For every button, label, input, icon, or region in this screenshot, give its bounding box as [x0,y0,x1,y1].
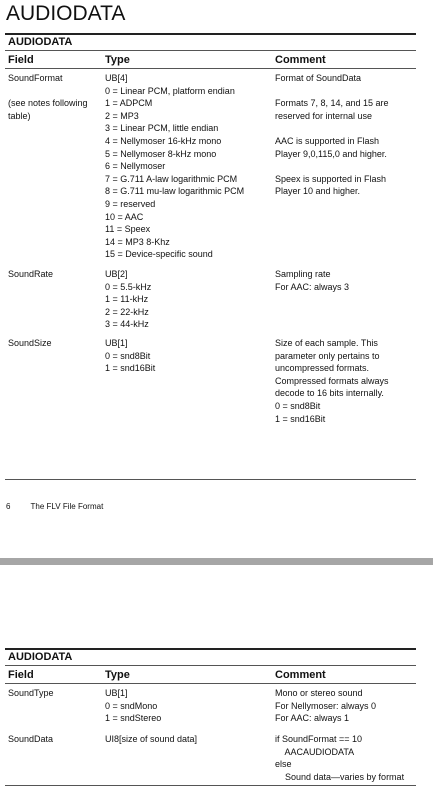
table-caption: AUDIODATA [8,651,73,663]
field-text [8,85,88,98]
type-text: UB[2] [105,269,128,279]
field-text: table) [8,110,31,121]
type-text: UI8[size of sound data] [105,734,198,744]
caption-rule [5,665,416,666]
caption-rule [5,50,416,51]
comment-text: Formats 7, 8, 14, and 15 are [275,98,389,109]
comment-text: Player 10 and higher. [275,186,361,197]
field-cell [8,687,54,700]
field-text: SoundRate [8,269,54,279]
comment-text: uncompressed formats. [275,363,370,374]
type-text: 10 = AAC [105,211,144,222]
header-type: Type [105,669,130,681]
type-text: 0 = sndMono [105,700,158,711]
audiodata-table [5,33,416,479]
header-rule [5,68,416,69]
type-text: 0 = 5.5-kHz [105,281,152,292]
comment-text: AAC is supported in Flash [275,135,380,146]
comment-text: AACAUDIODATA [275,746,355,757]
comment-text: Sound data—varies by format [275,771,405,782]
comment-paragraph [275,97,389,122]
comment-text: else [275,759,292,770]
header-field: Field [8,669,34,681]
comment-text: For AAC: always 3 [275,281,350,292]
footer-text: The FLV File Format [30,502,104,511]
comment-text: Player 9,0,115,0 and higher. [275,148,387,159]
type-text: UB[1] [105,338,128,348]
type-text: 7 = G.711 A-law logarithmic PCM [105,173,238,184]
type-text: 3 = Linear PCM, little endian [105,123,219,134]
comment-paragraph [275,687,376,725]
type-text: 1 = snd16Bit [105,363,156,374]
type-text: 1 = 11-kHz [105,294,149,305]
type-cell [105,72,244,261]
comment-paragraph [275,72,389,85]
header-rule [5,683,416,684]
type-text: 11 = Speex [105,224,151,235]
table-bottom-rule [5,785,416,786]
type-text: 5 = Nellymoser 8-kHz mono [105,148,217,159]
page-number: 6 [6,502,11,511]
type-text: 9 = reserved [105,198,156,209]
table-bottom-rule [5,479,416,480]
field-text: SoundSize [8,338,52,348]
field-text: SoundFormat [8,73,63,83]
comment-text: decode to 16 bits internally. [275,388,384,399]
type-cell [105,337,155,375]
header-comment: Comment [275,54,326,66]
type-text: UB[4] [105,73,128,83]
type-text: 15 = Device-specific sound [105,249,213,260]
comment-cell [275,337,389,425]
type-text: 3 = 44-kHz [105,319,149,330]
field-text: SoundData [8,734,54,744]
comment-text: Sampling rate [275,269,331,279]
field-cell [8,268,53,281]
comment-text: Format of SoundData [275,73,362,83]
comment-text: if SoundFormat == 10 [275,734,363,744]
field-cell [8,337,52,350]
comment-text: For Nellymoser: always 0 [275,700,377,711]
type-text: 14 = MP3 8-Khz [105,236,170,247]
page-title: AUDIODATA [6,2,126,25]
comment-text: Size of each sample. This [275,338,378,348]
header-field: Field [8,54,34,66]
table-top-rule [5,648,416,650]
type-cell [105,687,161,725]
comment-text: reserved for internal use [275,110,373,121]
page-break [0,558,433,565]
comment-cell [275,268,349,293]
header-comment: Comment [275,669,326,681]
comment-text: Mono or stereo sound [275,688,363,698]
comment-paragraph [275,268,349,293]
comment-text: Speex is supported in Flash [275,173,387,184]
type-text: 6 = Nellymoser [105,161,166,172]
comment-text: parameter only pertains to [275,350,380,361]
comment-paragraph [275,733,404,783]
type-text: 0 = snd8Bit [105,350,151,361]
page-footer [6,502,103,511]
field-cell [8,72,88,122]
table-caption: AUDIODATA [8,36,73,48]
type-text: 0 = Linear PCM, platform endian [105,85,235,96]
type-text: 1 = ADPCM [105,98,153,109]
comment-cell [275,72,389,198]
comment-paragraph [275,337,389,425]
comment-cell [275,687,376,725]
type-text: UB[1] [105,688,128,698]
field-text: (see notes following [8,98,88,109]
type-text: 2 = MP3 [105,110,139,121]
type-text: 8 = G.711 mu-law logarithmic PCM [105,186,245,197]
table-top-rule [5,33,416,35]
type-text: 4 = Nellymoser 16-kHz mono [105,135,222,146]
audiodata-table-continued [5,648,416,785]
comment-text: For AAC: always 1 [275,713,350,724]
type-text: 2 = 22-kHz [105,306,149,317]
comment-text: 0 = snd8Bit [275,400,321,411]
header-type: Type [105,54,130,66]
comment-paragraph [275,135,389,160]
type-cell [105,733,197,746]
comment-cell [275,733,404,783]
type-text: 1 = sndStereo [105,713,162,724]
field-text: SoundType [8,688,54,698]
comment-paragraph [275,173,389,198]
field-cell [8,733,53,746]
comment-text: Compressed formats always [275,375,389,386]
comment-text: 1 = snd16Bit [275,413,326,424]
type-cell [105,268,151,331]
